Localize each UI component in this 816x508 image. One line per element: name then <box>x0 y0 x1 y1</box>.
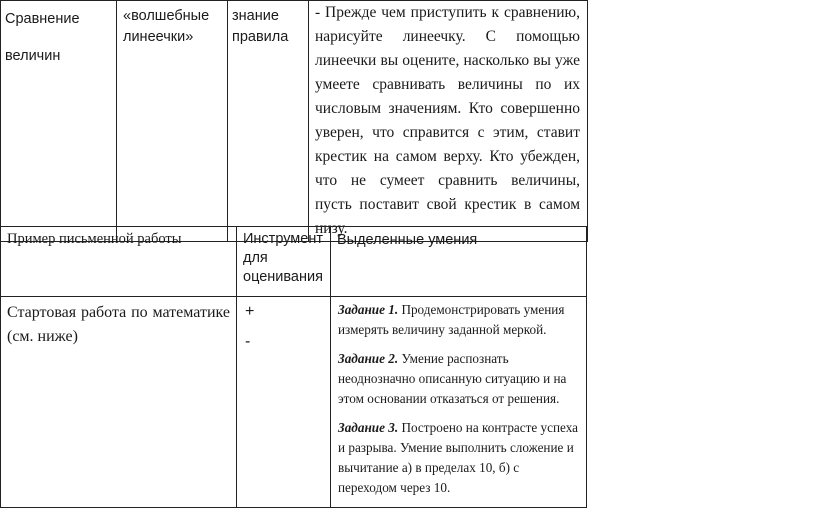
skills-cell <box>331 297 587 508</box>
task-2-label: Задание 2. <box>338 351 399 366</box>
task-1 <box>338 300 580 340</box>
task-1-text: Продемонстрировать умения измерять величину заданной меркой. <box>338 302 565 337</box>
method-cell: «волшебные линеечки» <box>117 1 228 242</box>
topic-line-2: величин <box>5 48 61 64</box>
marks-cell <box>237 297 331 508</box>
comparison-table <box>0 0 588 242</box>
work-cell: Стартовая работа по математике (см. ниже) <box>1 297 237 508</box>
skill-cell: знание правила <box>228 1 309 242</box>
assessment-table <box>0 226 587 508</box>
task-2-text: Умение распознать неоднозначно описанную ситуацию и на этом основании отказаться от решения. <box>338 351 567 406</box>
minus-mark: - <box>245 333 251 350</box>
task-2 <box>338 349 580 409</box>
plus-mark: + <box>245 303 255 320</box>
header-example: Пример письменной работы <box>1 227 237 297</box>
task-3-text: Построено на контрасте успеха и разрыва. Умение выполнить сложение и вычитание а) в пределах 10, б) с переходом через 10. <box>338 420 579 495</box>
header-skills: Выделенные умения <box>331 227 587 297</box>
task-3 <box>338 418 580 498</box>
task-3-label: Задание 3. <box>338 420 399 435</box>
header-tool: Инструмент для оценивания <box>237 227 331 297</box>
topic-cell <box>1 1 117 242</box>
instruction-cell: - Прежде чем приступить к сравнению, нарисуйте линеечку. С помощью линеечки вы оцените, насколько вы уже умеете сравнивать величины по их числовым значениям. Кто совершенно уверен, что справится с этим, ставит крестик на самом верху. Кто убежден, что не сумеет сравнить величины, пусть поставит свой крестик в самом низу. <box>309 1 588 242</box>
topic-line-1: Сравнение <box>5 11 80 27</box>
task-1-label: Задание 1. <box>338 302 399 317</box>
